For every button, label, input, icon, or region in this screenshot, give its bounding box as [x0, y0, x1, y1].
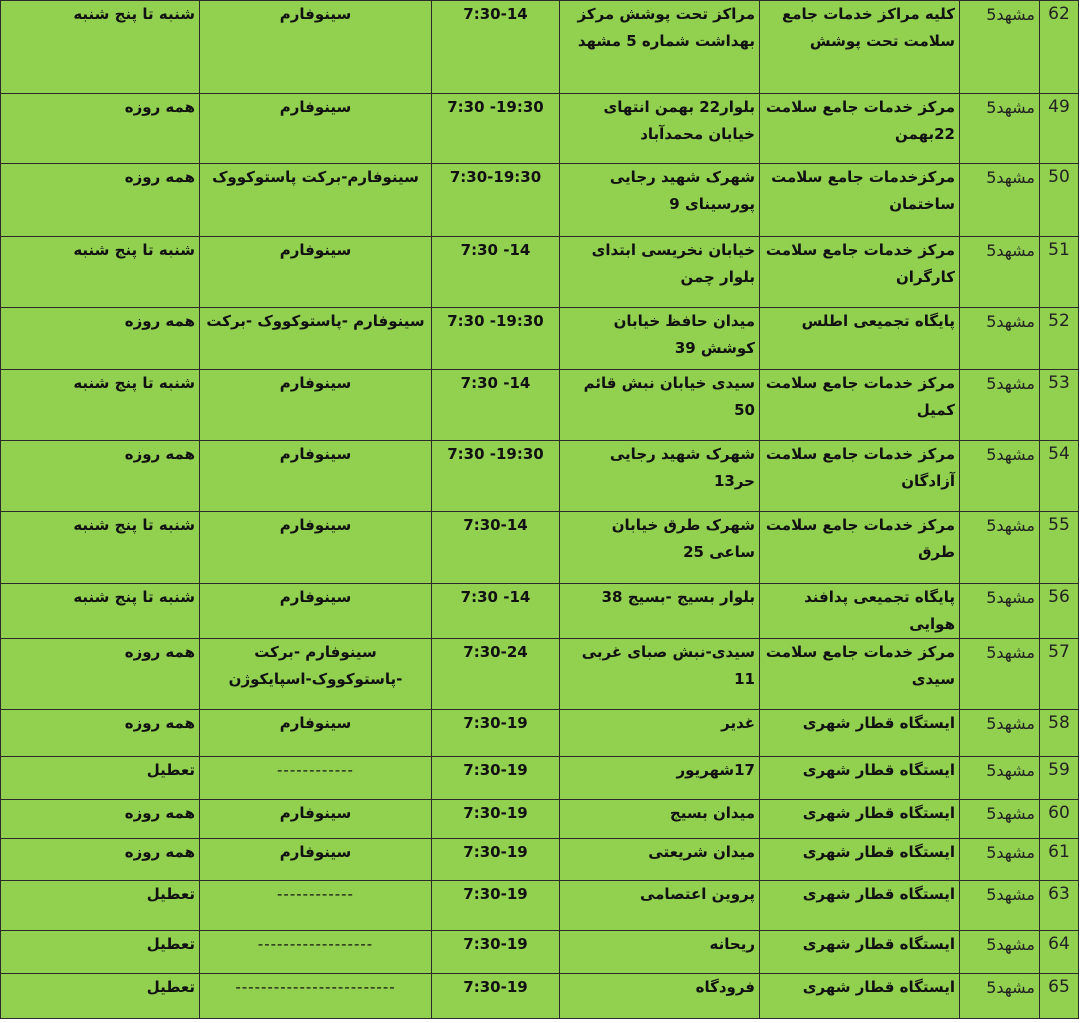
- vaccine-type-cell: ------------: [200, 757, 432, 800]
- working-hours-cell: 7:30-19: [432, 710, 560, 757]
- table-row: [1, 839, 1079, 881]
- city-cell: مشهد5: [960, 839, 1040, 881]
- working-days-cell: همه روزه: [1, 800, 200, 839]
- center-name-cell: مرکز خدمات جامع سلامت 22بهمن: [760, 94, 960, 164]
- working-hours-cell: 7:30-14: [432, 1, 560, 94]
- row-number: 57: [1040, 639, 1079, 710]
- vaccine-type-cell: سینوفارم: [200, 1, 432, 94]
- vaccine-type-cell: سینوفارم: [200, 370, 432, 441]
- working-days-cell: شنبه تا پنج شنبه: [1, 584, 200, 639]
- working-days-cell: همه روزه: [1, 710, 200, 757]
- city-cell: مشهد5: [960, 881, 1040, 931]
- row-number: 52: [1040, 308, 1079, 370]
- working-days-cell: شنبه تا پنج شنبه: [1, 1, 200, 94]
- row-number: 54: [1040, 441, 1079, 512]
- table-row: [1, 441, 1079, 512]
- city-cell: مشهد5: [960, 1, 1040, 94]
- working-hours-cell: 7:30-19: [432, 881, 560, 931]
- table-row: [1, 1, 1079, 94]
- address-cell: بلوار22 بهمن انتهای خیابان محمدآباد: [560, 94, 760, 164]
- address-cell: میدان بسیج: [560, 800, 760, 839]
- vaccine-type-cell: ------------------: [200, 931, 432, 974]
- city-cell: مشهد5: [960, 370, 1040, 441]
- working-hours-cell: 7:30-19: [432, 757, 560, 800]
- working-days-cell: تعطیل: [1, 931, 200, 974]
- working-hours-cell: 7:30-14: [432, 512, 560, 584]
- working-days-cell: شنبه تا پنج شنبه: [1, 237, 200, 308]
- center-name-cell: ایستگاه قطار شهری: [760, 710, 960, 757]
- address-cell: میدان حافظ خیابان کوشش 39: [560, 308, 760, 370]
- address-cell: فرودگاه: [560, 974, 760, 1019]
- table-row: [1, 710, 1079, 757]
- working-hours-cell: 14- 7:30: [432, 370, 560, 441]
- row-number: 65: [1040, 974, 1079, 1019]
- city-cell: مشهد5: [960, 584, 1040, 639]
- city-cell: مشهد5: [960, 237, 1040, 308]
- address-cell: سیدی-نبش صبای غربی 11: [560, 639, 760, 710]
- city-cell: مشهد5: [960, 94, 1040, 164]
- table-row: [1, 757, 1079, 800]
- table-row: [1, 584, 1079, 639]
- working-days-cell: همه روزه: [1, 164, 200, 237]
- working-hours-cell: 19:30- 7:30: [432, 94, 560, 164]
- row-number: 58: [1040, 710, 1079, 757]
- table-row: [1, 800, 1079, 839]
- row-number: 51: [1040, 237, 1079, 308]
- vaccine-type-cell: سینوفارم-برکت پاستوکووک: [200, 164, 432, 237]
- city-cell: مشهد5: [960, 441, 1040, 512]
- center-name-cell: ایستگاه قطار شهری: [760, 800, 960, 839]
- address-cell: 17شهریور: [560, 757, 760, 800]
- center-name-cell: مرکز خدمات جامع سلامت کمیل: [760, 370, 960, 441]
- city-cell: مشهد5: [960, 308, 1040, 370]
- working-hours-cell: 19:30- 7:30: [432, 308, 560, 370]
- row-number: 55: [1040, 512, 1079, 584]
- center-name-cell: پایگاه تجمیعی پدافند هوایی: [760, 584, 960, 639]
- table-row: [1, 974, 1079, 1019]
- row-number: 49: [1040, 94, 1079, 164]
- working-days-cell: شنبه تا پنج شنبه: [1, 512, 200, 584]
- city-cell: مشهد5: [960, 164, 1040, 237]
- city-cell: مشهد5: [960, 931, 1040, 974]
- working-days-cell: تعطیل: [1, 881, 200, 931]
- vaccine-type-cell: سینوفارم: [200, 710, 432, 757]
- table-row: [1, 881, 1079, 931]
- center-name-cell: مرکز خدمات جامع سلامت کارگران: [760, 237, 960, 308]
- working-hours-cell: 19:30- 7:30: [432, 441, 560, 512]
- address-cell: سیدی خیابان نبش قائم 50: [560, 370, 760, 441]
- center-name-cell: ایستگاه قطار شهری: [760, 931, 960, 974]
- table-row: [1, 370, 1079, 441]
- table-row: [1, 512, 1079, 584]
- city-cell: مشهد5: [960, 512, 1040, 584]
- table-row: [1, 639, 1079, 710]
- table-row: [1, 164, 1079, 237]
- center-name-cell: کلیه مراکز خدمات جامع سلامت تحت پوشش: [760, 1, 960, 94]
- working-days-cell: تعطیل: [1, 757, 200, 800]
- vaccine-type-cell: سینوفارم: [200, 441, 432, 512]
- center-name-cell: مرکزخدمات جامع سلامت ساختمان: [760, 164, 960, 237]
- address-cell: بلوار بسیج -بسیج 38: [560, 584, 760, 639]
- vaccine-type-cell: سینوفارم: [200, 94, 432, 164]
- city-cell: مشهد5: [960, 757, 1040, 800]
- working-days-cell: همه روزه: [1, 639, 200, 710]
- vaccine-type-cell: ------------: [200, 881, 432, 931]
- row-number: 61: [1040, 839, 1079, 881]
- address-cell: پروین اعتصامی: [560, 881, 760, 931]
- table-row: [1, 308, 1079, 370]
- address-cell: خیابان نخریسی ابتدای بلوار چمن: [560, 237, 760, 308]
- working-days-cell: شنبه تا پنج شنبه: [1, 370, 200, 441]
- table-row: [1, 237, 1079, 308]
- row-number: 50: [1040, 164, 1079, 237]
- working-days-cell: همه روزه: [1, 839, 200, 881]
- city-cell: مشهد5: [960, 800, 1040, 839]
- working-days-cell: تعطیل: [1, 974, 200, 1019]
- city-cell: مشهد5: [960, 710, 1040, 757]
- vaccine-type-cell: سینوفارم: [200, 512, 432, 584]
- vaccine-type-cell: -------------------------: [200, 974, 432, 1019]
- table-body: [1, 1, 1079, 1019]
- vaccine-type-cell: سینوفارم: [200, 800, 432, 839]
- working-hours-cell: 7:30-19: [432, 839, 560, 881]
- address-cell: شهرک شهید رجایی پورسینای 9: [560, 164, 760, 237]
- center-name-cell: پایگاه تجمیعی اطلس: [760, 308, 960, 370]
- center-name-cell: ایستگاه قطار شهری: [760, 881, 960, 931]
- vaccine-type-cell: سینوفارم -پاستوکووک -برکت: [200, 308, 432, 370]
- center-name-cell: ایستگاه قطار شهری: [760, 839, 960, 881]
- center-name-cell: مرکز خدمات جامع سلامت طرق: [760, 512, 960, 584]
- center-name-cell: ایستگاه قطار شهری: [760, 974, 960, 1019]
- working-hours-cell: 7:30-19: [432, 931, 560, 974]
- center-name-cell: مرکز خدمات جامع سلامت آزادگان: [760, 441, 960, 512]
- row-number: 53: [1040, 370, 1079, 441]
- address-cell: میدان شریعتی: [560, 839, 760, 881]
- working-hours-cell: 14- 7:30: [432, 584, 560, 639]
- city-cell: مشهد5: [960, 974, 1040, 1019]
- row-number: 64: [1040, 931, 1079, 974]
- address-cell: غدیر: [560, 710, 760, 757]
- row-number: 63: [1040, 881, 1079, 931]
- address-cell: شهرک طرق خیابان ساعی 25: [560, 512, 760, 584]
- row-number: 59: [1040, 757, 1079, 800]
- center-name-cell: مرکز خدمات جامع سلامت سیدی: [760, 639, 960, 710]
- working-hours-cell: 14- 7:30: [432, 237, 560, 308]
- working-hours-cell: 7:30-19:30: [432, 164, 560, 237]
- working-days-cell: همه روزه: [1, 94, 200, 164]
- vaccine-type-cell: سینوفارم: [200, 237, 432, 308]
- city-cell: مشهد5: [960, 639, 1040, 710]
- address-cell: شهرک شهید رجایی حر13: [560, 441, 760, 512]
- working-days-cell: همه روزه: [1, 308, 200, 370]
- table-row: [1, 931, 1079, 974]
- center-name-cell: ایستگاه قطار شهری: [760, 757, 960, 800]
- address-cell: ریحانه: [560, 931, 760, 974]
- row-number: 56: [1040, 584, 1079, 639]
- row-number: 60: [1040, 800, 1079, 839]
- working-hours-cell: 7:30-24: [432, 639, 560, 710]
- table-row: [1, 94, 1079, 164]
- vaccine-type-cell: سینوفارم: [200, 839, 432, 881]
- address-cell: مراکز تحت پوشش مرکز بهداشت شماره 5 مشهد: [560, 1, 760, 94]
- working-hours-cell: 7:30-19: [432, 800, 560, 839]
- working-hours-cell: 7:30-19: [432, 974, 560, 1019]
- row-number: 62: [1040, 1, 1079, 94]
- working-days-cell: همه روزه: [1, 441, 200, 512]
- vaccine-type-cell: سینوفارم -برکت -پاستوکووک-اسپایکوژن: [200, 639, 432, 710]
- vaccine-type-cell: سینوفارم: [200, 584, 432, 639]
